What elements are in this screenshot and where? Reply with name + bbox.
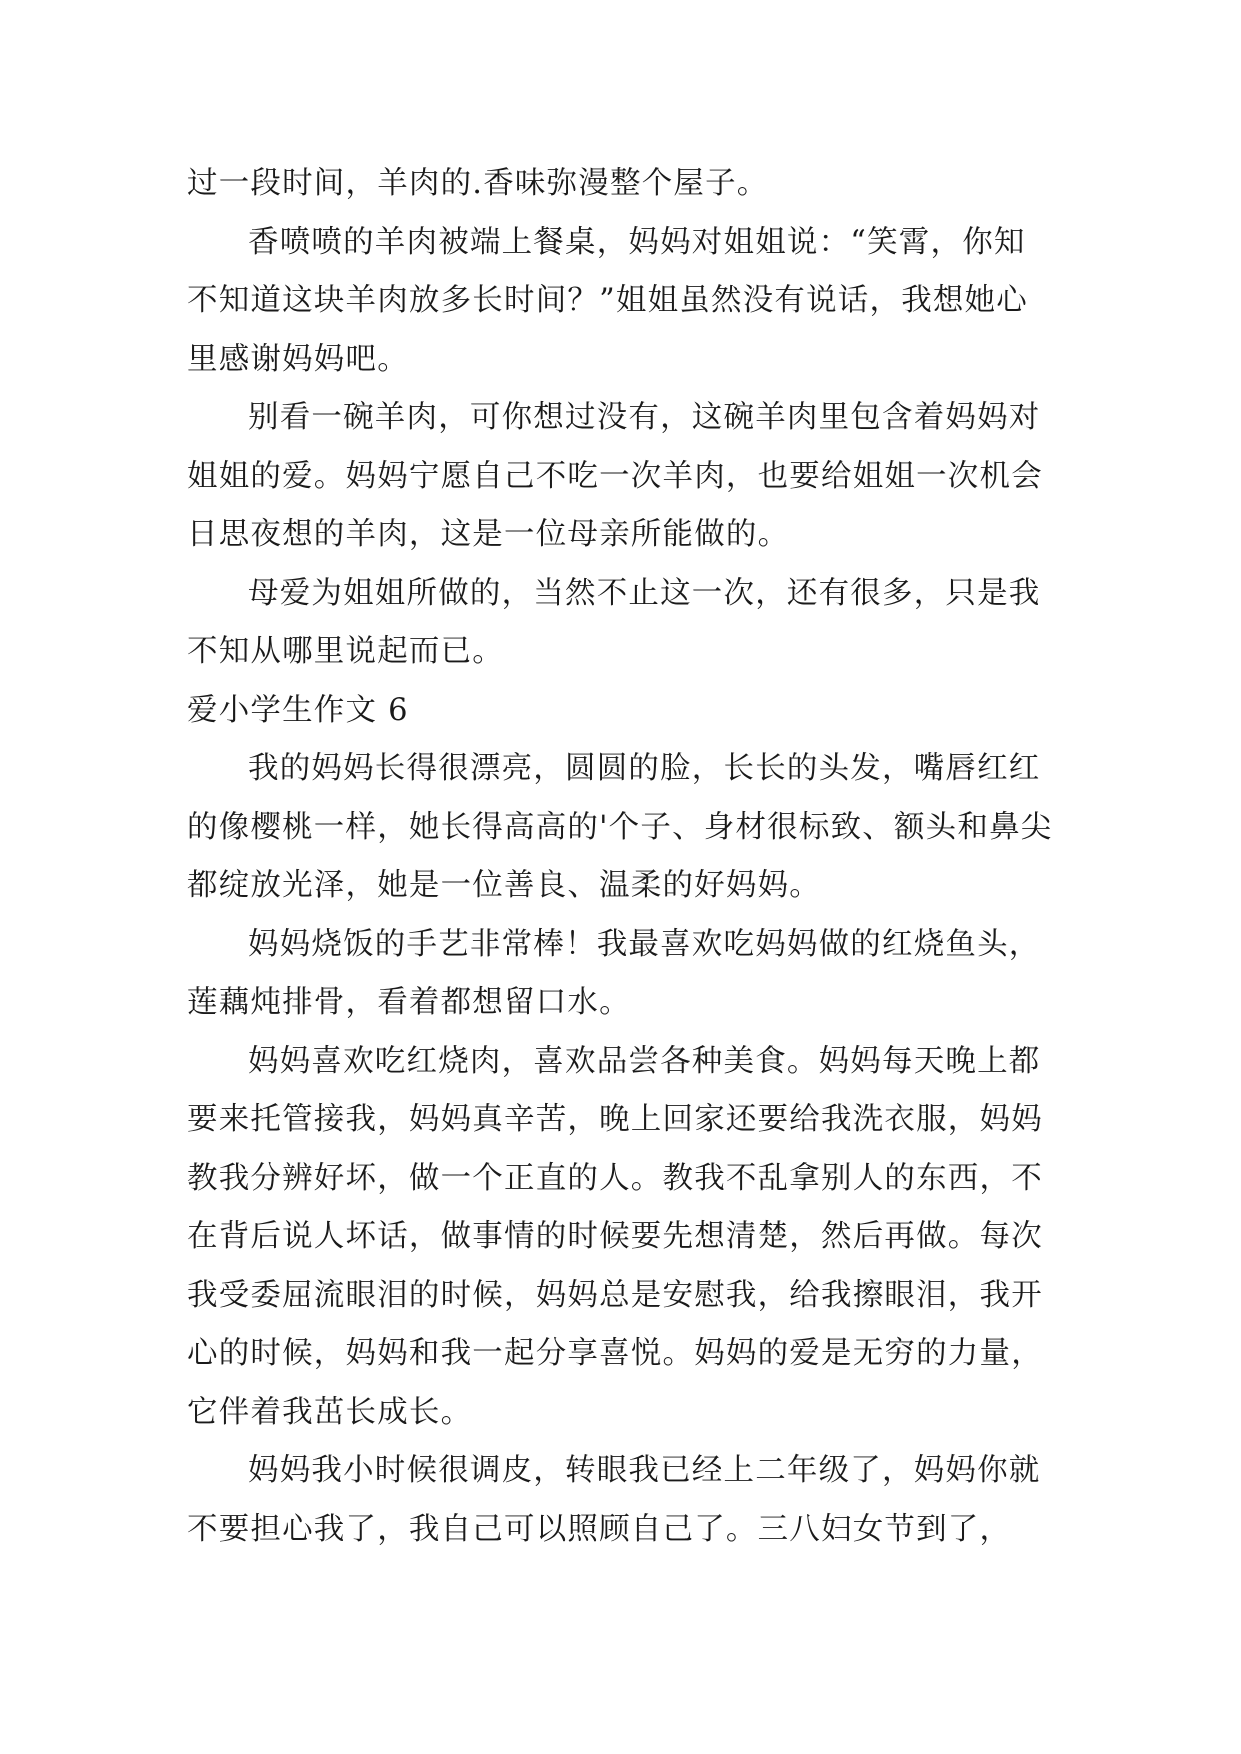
- document-body: [187, 155, 1055, 1559]
- paragraph-7: 妈妈喜欢吃红烧肉，喜欢品尝各种美食。妈妈每天晚上都要来托管接我，妈妈真辛苦，晚上回家还要给我洗衣服，妈妈教我分辨好坏，做一个正直的人。教我不乱拿别人的东西，不在背后说人坏话，做事情的时候要先想清楚，然后再做。每次我受委屈流眼泪的时候，妈妈总是安慰我，给我擦眼泪，我开心的时候，妈妈和我一起分享喜悦。妈妈的爱是无穷的力量，它伴着我茁长成长。: [187, 1043, 1043, 1430]
- paragraph-5: 我的妈妈长得很漂亮，圆圆的脸，长长的头发，嘴唇红红的像樱桃一样，她长得高高的'个子、身材很标致、额头和鼻尖都绽放光泽，她是一位善良、温柔的好妈妈。: [187, 751, 1053, 903]
- paragraph-6: 妈妈烧饭的手艺非常棒！我最喜欢吃妈妈做的红烧鱼头，莲藕炖排骨，看着都想留口水。: [187, 926, 1041, 1020]
- paragraph-8: 妈妈我小时候很调皮，转眼我已经上二年级了，妈妈你就不要担心我了，我自己可以照顾自己了。三八妇女节到了，: [187, 1453, 1041, 1547]
- section-heading: 爱小学生作文 6: [187, 692, 409, 728]
- paragraph-2: 香喷喷的羊肉被端上餐桌，妈妈对姐姐说：“笑霄，你知不知道这块羊肉放多长时间？”姐姐虽然没有说话，我想她心里感谢妈妈吧。: [187, 224, 1028, 377]
- paragraph-3: 别看一碗羊肉，可你想过没有，这碗羊肉里包含着妈妈对姐姐的爱。妈妈宁愿自己不吃一次羊肉，也要给姐姐一次机会日思夜想的羊肉，这是一位母亲所能做的。: [187, 400, 1043, 552]
- paragraph-1: 过一段时间，羊肉的.香味弥漫整个屋子。: [187, 166, 769, 201]
- paragraph-4: 母爱为姐姐所做的，当然不止这一次，还有很多，只是我不知从哪里说起而已。: [187, 575, 1041, 669]
